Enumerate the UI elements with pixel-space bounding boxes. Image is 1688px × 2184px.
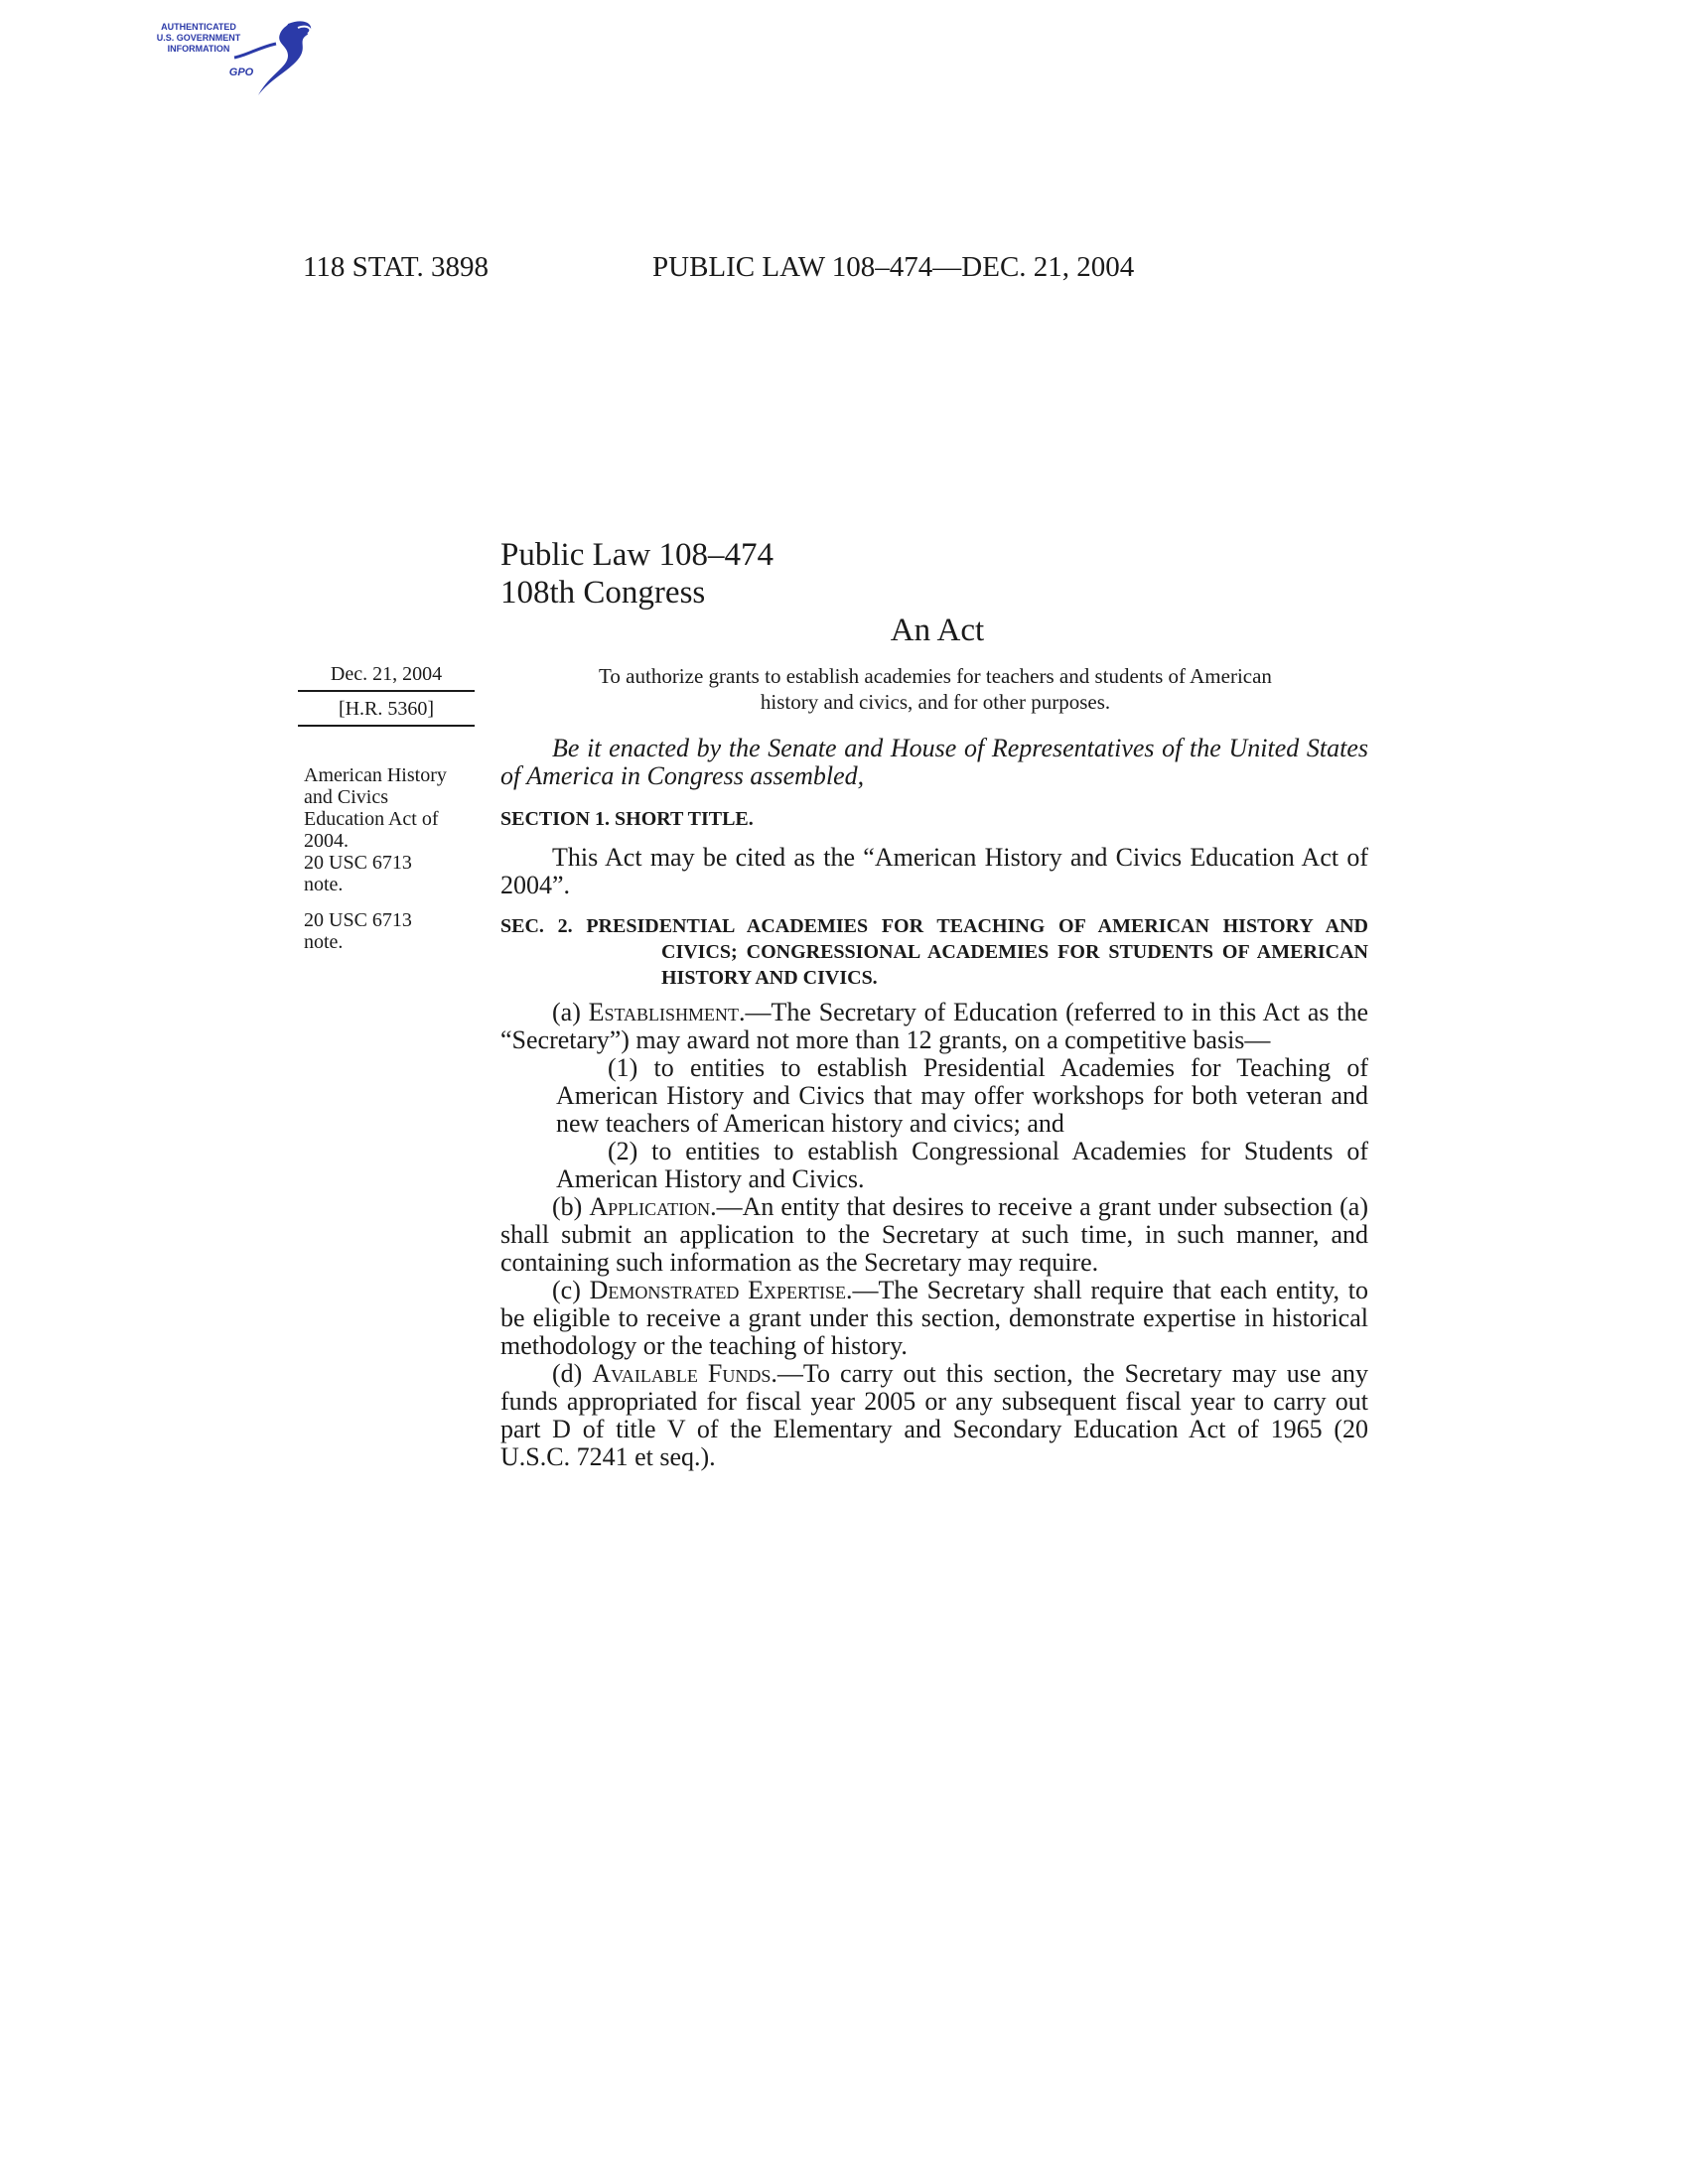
public-law-number: Public Law 108–474: [500, 537, 774, 573]
paragraph-a1: (1) to entities to establish Presidential Academies for Teaching of American History and Civics that may offer workshops for both veteran and new teachers of American history and civics; and: [556, 1053, 1368, 1138]
section-1-heading: SECTION 1. SHORT TITLE.: [500, 808, 754, 830]
margin-note-short-title: [304, 764, 483, 895]
margin-note-line: 20 USC 6713: [304, 852, 412, 874]
subsection-a: [500, 999, 1368, 1054]
subsection-b-text: .—An entity that desires to receive a grant under subsection (a) shall submit an application to the Secretary at such time, in such manner, and containing such information as the Secretary may require.: [500, 1192, 1369, 1277]
enactment-date: Dec. 21, 2004: [330, 663, 443, 685]
subsection-d-heading: Available Funds: [592, 1359, 772, 1388]
margin-note-line: 20 USC 6713: [304, 909, 412, 931]
paragraph-a2: (2) to entities to establish Congressional Academies for Students of American History and Civics.: [556, 1137, 1368, 1193]
date-rule: [298, 690, 475, 692]
subsection-b: [500, 1193, 1368, 1277]
subsection-c-heading: Demonstrated Expertise: [589, 1276, 846, 1304]
logo-line-2: U.S. GOVERNMENT: [156, 33, 241, 43]
subsection-a-label: (a): [552, 998, 589, 1026]
gpo-eagle-seal-icon: [139, 14, 328, 103]
subsection-c: [500, 1277, 1368, 1360]
logo-line-3: INFORMATION: [167, 44, 230, 54]
subsection-d-text: .—To carry out this section, the Secretary may use any funds appropriated for fiscal year 2005 or any subsequent fiscal year to carry out part D of title V of the Elementary and Secondary Education Act of 1965 (20 U.S.C. 7241 et seq.).: [500, 1359, 1368, 1471]
act-purpose: [502, 663, 1368, 715]
law-title-block: [500, 536, 774, 612]
bill-number: [H.R. 5360]: [338, 698, 435, 720]
act-heading-text: An Act: [890, 613, 985, 648]
purpose-line-1: To authorize grants to establish academies for teachers and students of American: [599, 664, 1272, 688]
subsection-b-heading: Application: [589, 1192, 711, 1221]
section-2-heading: SEC. 2. PRESIDENTIAL ACADEMIES FOR TEACHING OF AMERICAN HISTORY AND CIVICS; CONGRESSIONAL ACADEMIES FOR STUDENTS OF AMERICAN HISTORY AND CIVICS.: [500, 915, 1368, 989]
section-1-text: This Act may be cited as the “American History and Civics Education Act of 2004”.: [500, 843, 1368, 899]
margin-notes: [304, 764, 483, 967]
margin-note-line: American History: [304, 764, 447, 786]
act-body: [500, 735, 1368, 1471]
statute-page-reference: 118 STAT. 3898: [303, 251, 489, 283]
purpose-line-2: history and civics, and for other purposes.: [760, 690, 1111, 714]
subsection-d-label: (d): [552, 1359, 593, 1388]
enactment-date-box: [298, 661, 475, 731]
running-header: [303, 251, 1236, 291]
subsection-a-heading: Establishment: [588, 998, 740, 1026]
subsection-c-label: (c): [552, 1276, 590, 1304]
margin-note-usc: [304, 909, 483, 953]
act-heading: [0, 612, 1688, 649]
public-law-header: PUBLIC LAW 108–474—DEC. 21, 2004: [652, 251, 1135, 283]
logo-gpo-text: GPO: [228, 67, 254, 78]
bill-rule: [298, 725, 475, 727]
subsection-a-text: .—The Secretary of Education (referred to in this Act as the “Secretary”) may award not more than 12 grants, on a competitive basis—: [500, 998, 1368, 1054]
margin-note-line: and Civics: [304, 786, 388, 808]
margin-note-line: Education Act of: [304, 808, 439, 830]
logo-line-1: AUTHENTICATED: [161, 22, 236, 32]
margin-note-line: note.: [304, 931, 344, 953]
gpo-authentication-seal: [139, 14, 328, 103]
enacting-clause: Be it enacted by the Senate and House of Representatives of the United States of America in Congress assembled,: [500, 734, 1368, 790]
subsection-d: [500, 1360, 1368, 1471]
congress-number: 108th Congress: [500, 575, 706, 611]
margin-note-line: note.: [304, 874, 344, 895]
subsection-c-text: .—The Secretary shall require that each entity, to be eligible to receive a grant under this section, demonstrate expertise in historical methodology or the teaching of history.: [500, 1276, 1368, 1360]
margin-note-line: 2004.: [304, 830, 349, 852]
subsection-b-label: (b): [552, 1192, 590, 1221]
